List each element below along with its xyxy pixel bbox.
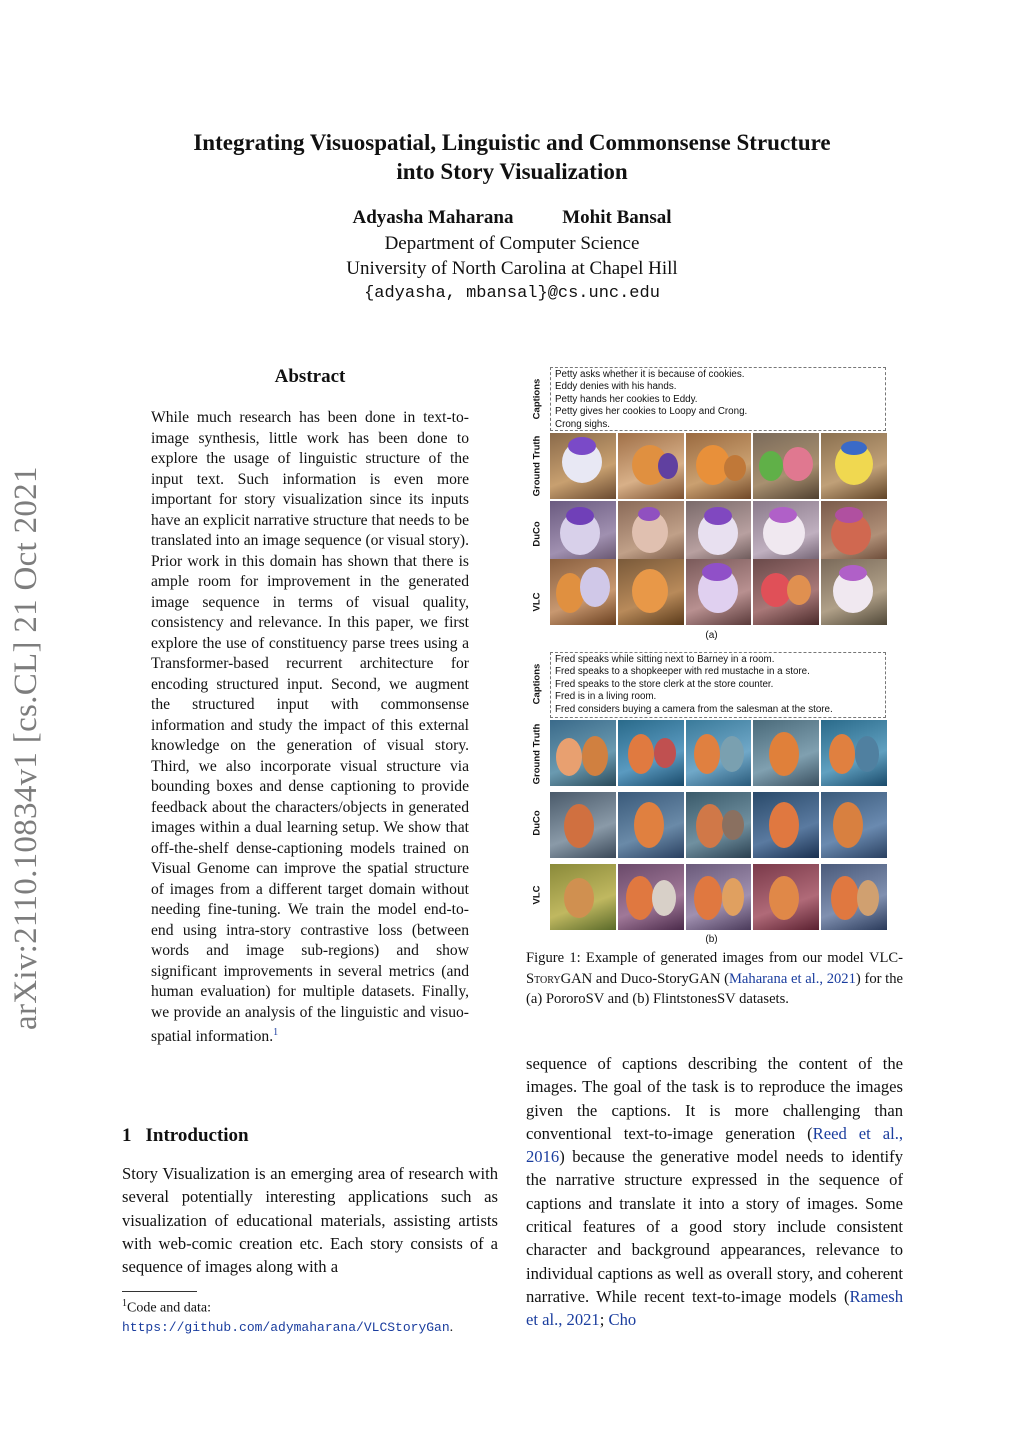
- footnote-link[interactable]: 1: [273, 1027, 279, 1038]
- story-frame: [618, 864, 684, 930]
- story-frame: [753, 720, 819, 786]
- author-email: {adyasha, mbansal}@cs.unc.edu: [364, 284, 660, 303]
- row-label-captions: Captions: [531, 378, 543, 420]
- arxiv-identifier: [8, 290, 56, 1030]
- caption-line: Crong sighs.: [555, 418, 610, 430]
- story-frame: [753, 559, 819, 625]
- arxiv-identifier-text: arXiv:2110.10834v1 [cs.CL] 21 Oct 2021: [8, 466, 44, 1030]
- captions-box-b: [550, 652, 886, 718]
- story-frame: [618, 720, 684, 786]
- caption-line: Petty gives her cookies to Loopy and Crong.: [555, 406, 748, 418]
- story-frame: [686, 433, 752, 499]
- story-frame: [821, 864, 887, 930]
- subfigure-label-b: (b): [705, 934, 718, 945]
- footnote-end: .: [449, 1319, 454, 1335]
- row-label-ground-truth: Ground Truth: [531, 435, 543, 497]
- caption-line: Fred speaks while sitting next to Barney in a room.: [555, 654, 775, 665]
- section-heading-introduction: [122, 1125, 249, 1147]
- caption-line: Fred is in a living room.: [555, 691, 657, 703]
- image-row-vlc-a: [550, 559, 887, 625]
- code-repository-link[interactable]: https://github.com/adymaharana/VLCStoryGan: [122, 1319, 450, 1335]
- story-frame: [550, 433, 616, 499]
- abstract-text: While much research has been done in text-to-image synthesis, little work has been done to explore the usage of linguistic structure of the input text. Such information is even more important for story visualization since its inputs have an explicit narrative structure that needs to be translated into an image sequence (or visual story). Prior work in this domain has shown that there is ample room for improvement in the generated image sequence in terms of visual quality, consistency and relevance. In this paper, we first explore the use of constituency parse trees using a Transformer-based recurrent architecture for encoding structured input. Second, we augment the structured input with commonsense information and study the impact of this external knowledge on the generation of visual story. Third, we also incorporate visual structure via bounding boxes and dense captioning to provide feedback about the characters/objects in generated images within a dual learning setup. We show that off-the-shelf dense-captioning models trained on Visual Genome can improve the spatial structure of images from a different target domain without needing fine-tuning. We train the model end-to-end using intra-story contrastive loss (between words and image sub-regions) and show significant improvements in several metrics (and human evaluation) for multiple datasets. Finally, we provide an analysis of the linguistic and visuo-spatial information.: [151, 409, 469, 1046]
- paper-title-line-1: Integrating Visuospatial, Linguistic and Commonsense Structure: [193, 130, 831, 155]
- row-label-vlc: VLC: [531, 592, 543, 612]
- caption-line: Petty asks whether it is because of cookies.: [555, 369, 745, 380]
- author-name: Adyasha Maharana: [352, 207, 514, 228]
- citation-link[interactable]: Maharana et al., 2021: [728, 970, 856, 987]
- image-row-duco-a: [550, 501, 887, 567]
- footnote-divider: [122, 1291, 197, 1292]
- story-frame: [821, 433, 887, 499]
- caption-line: Fred considers buying a camera from the salesman at the store.: [555, 703, 833, 715]
- footnote: [122, 1294, 498, 1337]
- image-row-ground-truth-a: [550, 433, 887, 499]
- captions-box-a: [550, 367, 886, 431]
- row-label-vlc: VLC: [531, 885, 543, 905]
- section-title: Introduction: [145, 1125, 249, 1146]
- university: University of North Carolina at Chapel Hill: [346, 258, 678, 279]
- story-frame: [821, 720, 887, 786]
- story-frame: [686, 792, 752, 858]
- introduction-body: Story Visualization is an emerging area of research with several potentially interesting applications such as visualization of educational materials, assisting artists with web-comic creation etc. Each story consists of a sequence of images along with a: [122, 1164, 498, 1277]
- department: Department of Computer Science: [384, 233, 640, 254]
- paper-title: [120, 128, 904, 186]
- paper-title-line-2: into Story Visualization: [396, 159, 628, 184]
- story-frame: [550, 792, 616, 858]
- story-frame: [618, 792, 684, 858]
- story-frame: [821, 792, 887, 858]
- footnote-number: 1: [122, 1298, 127, 1309]
- story-frame: [550, 501, 616, 567]
- story-frame: [753, 864, 819, 930]
- caption-line: Fred speaks to a shopkeeper with red mustache in a store.: [555, 666, 810, 678]
- introduction-continued: sequence of captions describing the content of the images. The goal of the task is to reproduce the images given the captions. It is more challenging than conventional text-to-image generation (Reed et al., 2016) because the generative model needs to identify the narrative structure expressed in the sequence of captions and translate it into a story of images. Some critical features of a good story include consistent character and background appearances, relevance to individual captions as well as overall story, and coherent narrative. While recent text-to-image models (Ramesh et al., 2021; Cho: [526, 1054, 904, 1330]
- author-name: Mohit Bansal: [562, 207, 672, 228]
- subfigure-label-a: (a): [705, 630, 718, 641]
- caption-line: Petty hands her cookies to Eddy.: [555, 393, 698, 405]
- story-frame: [550, 559, 616, 625]
- caption-line: Fred speaks to the store clerk at the store counter.: [555, 678, 774, 690]
- model-name: VLC-StoryGAN: [526, 950, 903, 987]
- story-frame: [550, 864, 616, 930]
- image-row-vlc-b: [550, 864, 887, 930]
- row-label-ground-truth: Ground Truth: [531, 723, 543, 785]
- story-frame: [686, 501, 752, 567]
- citation-link[interactable]: Reed et al., 2016: [526, 1123, 904, 1167]
- story-frame: [821, 501, 887, 567]
- row-label-captions: Captions: [531, 663, 543, 705]
- citation-link[interactable]: Ramesh et al., 2021: [526, 1286, 903, 1330]
- citation-link[interactable]: Cho: [608, 1310, 637, 1330]
- story-frame: [821, 559, 887, 625]
- figure-caption: Figure 1: Example of generated images from our model VLC-StoryGAN and Duco-StoryGAN (Maharana et al., 2021) for the (a) PororoSV and (b) FlintstonesSV datasets.: [526, 950, 903, 1007]
- story-frame: [618, 433, 684, 499]
- figure-panel-b: [533, 650, 890, 948]
- story-frame: [618, 501, 684, 567]
- story-frame: [618, 559, 684, 625]
- abstract-heading: Abstract: [274, 366, 346, 387]
- image-row-duco-b: [550, 792, 887, 858]
- caption-line: Eddy denies with his hands.: [555, 381, 677, 393]
- image-row-ground-truth-b: [550, 720, 887, 786]
- figure-panel-a: [533, 365, 890, 645]
- story-frame: [753, 433, 819, 499]
- abstract-body: [151, 408, 469, 1048]
- story-frame: [550, 720, 616, 786]
- story-frame: [686, 720, 752, 786]
- section-number: 1: [122, 1125, 132, 1146]
- row-label-duco: DuCo: [531, 810, 543, 836]
- story-frame: [753, 501, 819, 567]
- row-label-duco: DuCo: [531, 521, 543, 547]
- story-frame: [753, 792, 819, 858]
- story-frame: [686, 559, 752, 625]
- story-frame: [686, 864, 752, 930]
- author-list: [120, 207, 904, 229]
- footnote-label: Code and data:: [127, 1300, 211, 1316]
